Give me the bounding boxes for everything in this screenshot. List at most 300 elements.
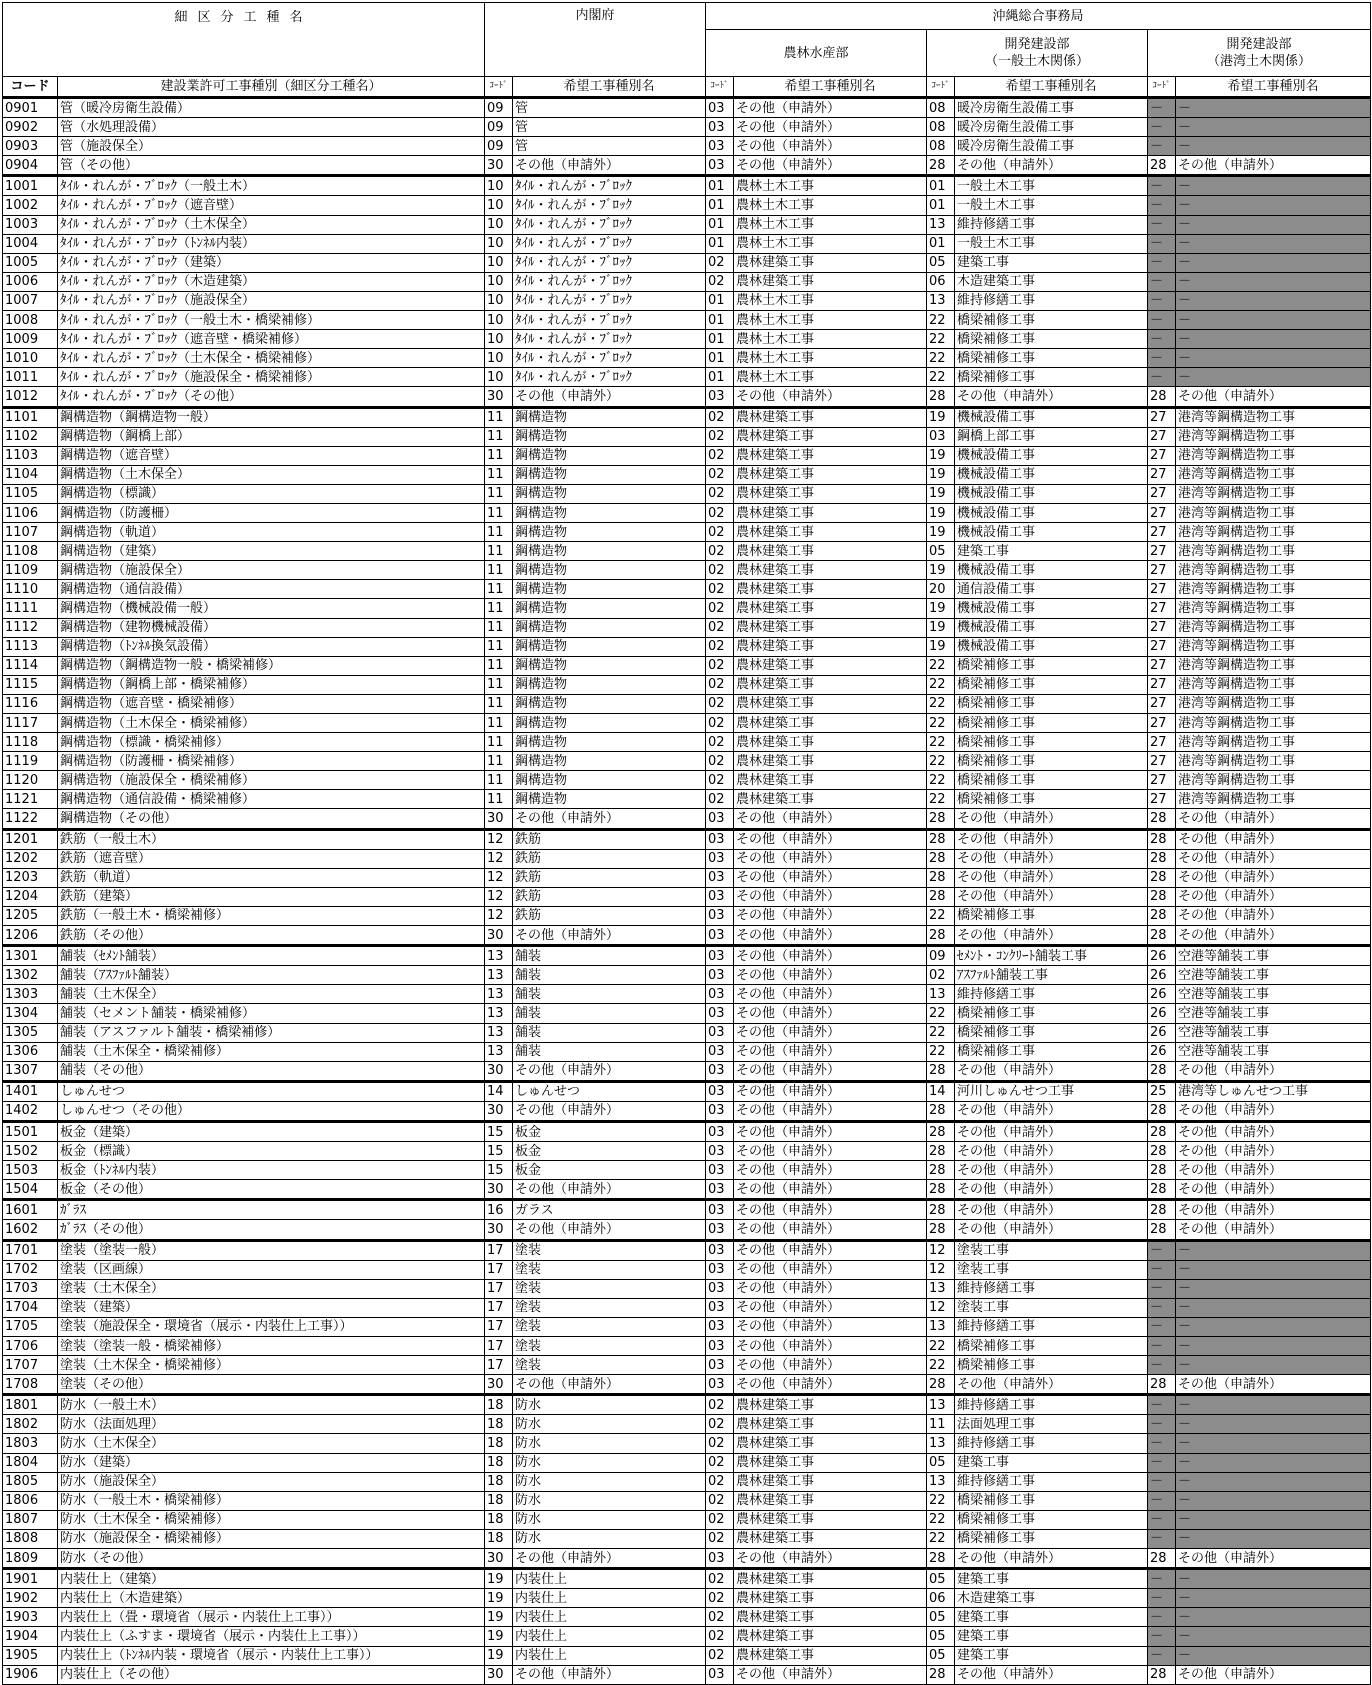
cell-cabinet-code: 13 bbox=[485, 1042, 513, 1061]
cell-general-code: 05 bbox=[927, 253, 955, 272]
cell-cabinet-desired: 鉄筋 bbox=[513, 849, 706, 868]
cell-code: 1905 bbox=[3, 1646, 58, 1665]
cell-permit-type: 鋼構造物（土木保全） bbox=[58, 465, 485, 484]
cell-cabinet-code: 11 bbox=[485, 465, 513, 484]
cell-code: 1204 bbox=[3, 887, 58, 906]
cell-code: 1906 bbox=[3, 1665, 58, 1684]
cell-permit-type: 鋼構造物（通信設備） bbox=[58, 580, 485, 599]
table-row bbox=[3, 1161, 1371, 1180]
cell-agri-code: 02 bbox=[706, 599, 734, 618]
cell-code: 1706 bbox=[3, 1337, 58, 1356]
cell-agri-code: 01 bbox=[706, 311, 734, 330]
table-row bbox=[3, 407, 1371, 427]
cell-port-desired: その他（申請外） bbox=[1176, 926, 1371, 946]
cell-cabinet-desired: ﾀｲﾙ・れんが・ﾌﾞﾛｯｸ bbox=[513, 253, 706, 272]
cell-port-code: 28 bbox=[1148, 1665, 1176, 1684]
cell-agri-code: 02 bbox=[706, 446, 734, 465]
cell-permit-type: 塗装（土木保全・橋梁補修） bbox=[58, 1356, 485, 1375]
cell-cabinet-desired: ﾀｲﾙ・れんが・ﾌﾞﾛｯｸ bbox=[513, 196, 706, 215]
cell-general-desired: その他（申請外） bbox=[955, 1200, 1148, 1220]
cell-cabinet-desired: 鉄筋 bbox=[513, 906, 706, 925]
cell-agri-desired: 農林土木工事 bbox=[734, 215, 927, 234]
cell-port-desired: － bbox=[1176, 1356, 1371, 1375]
cell-agri-desired: その他（申請外） bbox=[734, 137, 927, 156]
cell-cabinet-desired: 鋼構造物 bbox=[513, 580, 706, 599]
cell-code: 1205 bbox=[3, 906, 58, 925]
cell-general-desired: 橋梁補修工事 bbox=[955, 1337, 1148, 1356]
cell-cabinet-code: 11 bbox=[485, 637, 513, 656]
cell-cabinet-code: 17 bbox=[485, 1279, 513, 1298]
cell-port-code: － bbox=[1148, 291, 1176, 310]
cell-port-desired: その他（申請外） bbox=[1176, 1220, 1371, 1240]
cell-agri-code: 03 bbox=[706, 1260, 734, 1279]
cell-cabinet-desired: しゅんせつ bbox=[513, 1081, 706, 1101]
cell-agri-code: 03 bbox=[706, 118, 734, 137]
cell-code: 1103 bbox=[3, 446, 58, 465]
cell-general-desired: 橋梁補修工事 bbox=[955, 656, 1148, 675]
cell-cabinet-desired: 鋼構造物 bbox=[513, 465, 706, 484]
cell-general-desired: 橋梁補修工事 bbox=[955, 1023, 1148, 1042]
cell-general-code: 09 bbox=[927, 946, 955, 966]
cell-code: 1401 bbox=[3, 1081, 58, 1101]
cell-permit-type: 塗装（土木保全） bbox=[58, 1279, 485, 1298]
cell-agri-desired: 農林建築工事 bbox=[734, 523, 927, 542]
cell-code: 1303 bbox=[3, 985, 58, 1004]
cell-port-desired: 港湾等鋼構造物工事 bbox=[1176, 484, 1371, 503]
cell-cabinet-desired: 鋼構造物 bbox=[513, 771, 706, 790]
cell-port-code: 27 bbox=[1148, 561, 1176, 580]
cell-permit-type: 防水（一般土木・橋梁補修） bbox=[58, 1491, 485, 1510]
table-row bbox=[3, 215, 1371, 234]
cell-agri-desired: 農林建築工事 bbox=[734, 656, 927, 675]
cell-agri-code: 02 bbox=[706, 1415, 734, 1434]
cell-port-code: 27 bbox=[1148, 503, 1176, 522]
cell-port-desired: 港湾等鋼構造物工事 bbox=[1176, 618, 1371, 637]
cell-cabinet-code: 10 bbox=[485, 291, 513, 310]
cell-port-code: － bbox=[1148, 1395, 1176, 1415]
cell-general-desired: 塗装工事 bbox=[955, 1240, 1148, 1260]
cell-port-code: 27 bbox=[1148, 465, 1176, 484]
cell-general-code: 22 bbox=[927, 714, 955, 733]
cell-agri-code: 03 bbox=[706, 1375, 734, 1395]
cell-port-code: 28 bbox=[1148, 868, 1176, 887]
cell-port-code: － bbox=[1148, 1589, 1176, 1608]
cell-agri-code: 02 bbox=[706, 427, 734, 446]
cell-port-desired: － bbox=[1176, 311, 1371, 330]
cell-port-desired: 港湾等鋼構造物工事 bbox=[1176, 694, 1371, 713]
cell-port-code: － bbox=[1148, 1240, 1176, 1260]
cell-cabinet-code: 30 bbox=[485, 387, 513, 407]
cell-port-desired: － bbox=[1176, 272, 1371, 291]
cell-agri-desired: 農林建築工事 bbox=[734, 771, 927, 790]
cell-cabinet-code: 17 bbox=[485, 1356, 513, 1375]
cell-port-code: － bbox=[1148, 196, 1176, 215]
cell-port-desired: － bbox=[1176, 1569, 1371, 1589]
cell-code: 1101 bbox=[3, 407, 58, 427]
table-row bbox=[3, 618, 1371, 637]
cell-port-desired: 空港等舗装工事 bbox=[1176, 1042, 1371, 1061]
table-row bbox=[3, 156, 1371, 176]
cell-general-code: 28 bbox=[927, 809, 955, 829]
cell-agri-code: 03 bbox=[706, 1180, 734, 1200]
cell-agri-desired: その他（申請外） bbox=[734, 1042, 927, 1061]
cell-permit-type: 板金（建築） bbox=[58, 1121, 485, 1141]
table-row bbox=[3, 1627, 1371, 1646]
cell-agri-desired: その他（申請外） bbox=[734, 1023, 927, 1042]
cell-agri-desired: 農林建築工事 bbox=[734, 1434, 927, 1453]
cell-code: 1801 bbox=[3, 1395, 58, 1415]
cell-port-desired: 港湾等鋼構造物工事 bbox=[1176, 523, 1371, 542]
cell-cabinet-desired: ﾀｲﾙ・れんが・ﾌﾞﾛｯｸ bbox=[513, 330, 706, 349]
cell-cabinet-desired: その他（申請外） bbox=[513, 1101, 706, 1121]
cell-general-code: 22 bbox=[927, 675, 955, 694]
cell-permit-type: ﾀｲﾙ・れんが・ﾌﾞﾛｯｸ（土木保全） bbox=[58, 215, 485, 234]
cell-agri-code: 03 bbox=[706, 1356, 734, 1375]
cell-cabinet-code: 19 bbox=[485, 1589, 513, 1608]
cell-port-code: － bbox=[1148, 1356, 1176, 1375]
cell-port-desired: － bbox=[1176, 349, 1371, 368]
cell-agri-code: 02 bbox=[706, 503, 734, 522]
cell-port-desired: － bbox=[1176, 1434, 1371, 1453]
cell-agri-code: 03 bbox=[706, 156, 734, 176]
cell-general-desired: 一般土木工事 bbox=[955, 196, 1148, 215]
cell-permit-type: 塗装（塗装一般） bbox=[58, 1240, 485, 1260]
cell-code: 1804 bbox=[3, 1453, 58, 1472]
cell-agri-code: 03 bbox=[706, 137, 734, 156]
cell-agri-desired: その他（申請外） bbox=[734, 1161, 927, 1180]
cell-general-desired: 橋梁補修工事 bbox=[955, 330, 1148, 349]
cell-agri-code: 02 bbox=[706, 656, 734, 675]
cell-agri-desired: 農林建築工事 bbox=[734, 1569, 927, 1589]
table-row bbox=[3, 1569, 1371, 1589]
table-row bbox=[3, 234, 1371, 253]
cell-cabinet-desired: 防水 bbox=[513, 1529, 706, 1548]
cell-port-code: 28 bbox=[1148, 387, 1176, 407]
cell-permit-type: ﾀｲﾙ・れんが・ﾌﾞﾛｯｸ（建築） bbox=[58, 253, 485, 272]
cell-general-code: 28 bbox=[927, 387, 955, 407]
table-row bbox=[3, 849, 1371, 868]
cell-general-code: 12 bbox=[927, 1260, 955, 1279]
cell-general-code: 22 bbox=[927, 1510, 955, 1529]
cell-cabinet-desired: 塗装 bbox=[513, 1298, 706, 1317]
cell-port-desired: その他（申請外） bbox=[1176, 1101, 1371, 1121]
cell-code: 1117 bbox=[3, 714, 58, 733]
table-row bbox=[3, 311, 1371, 330]
cell-cabinet-desired: 鋼構造物 bbox=[513, 656, 706, 675]
cell-cabinet-desired: 内装仕上 bbox=[513, 1589, 706, 1608]
cell-general-desired: 橋梁補修工事 bbox=[955, 1491, 1148, 1510]
cell-agri-desired: 農林建築工事 bbox=[734, 1415, 927, 1434]
cell-port-desired: － bbox=[1176, 196, 1371, 215]
cell-port-code: 26 bbox=[1148, 1023, 1176, 1042]
cell-port-code: 27 bbox=[1148, 446, 1176, 465]
table-row bbox=[3, 1023, 1371, 1042]
cell-port-desired: その他（申請外） bbox=[1176, 1665, 1371, 1684]
cell-general-code: 28 bbox=[927, 1665, 955, 1684]
cell-port-desired: － bbox=[1176, 137, 1371, 156]
cell-permit-type: 鋼構造物（鋼橋上部・橋梁補修） bbox=[58, 675, 485, 694]
cell-port-code: 28 bbox=[1148, 829, 1176, 849]
cell-port-desired: － bbox=[1176, 253, 1371, 272]
table-row bbox=[3, 137, 1371, 156]
col-header-general-code: ｺｰﾄﾞ bbox=[927, 77, 955, 98]
cell-agri-code: 02 bbox=[706, 542, 734, 561]
cell-port-desired: － bbox=[1176, 98, 1371, 118]
cell-general-desired: 建築工事 bbox=[955, 1608, 1148, 1627]
cell-general-code: 05 bbox=[927, 1453, 955, 1472]
cell-port-desired: その他（申請外） bbox=[1176, 1549, 1371, 1569]
cell-cabinet-code: 10 bbox=[485, 196, 513, 215]
cell-permit-type: 鋼構造物（軌道） bbox=[58, 523, 485, 542]
table-row bbox=[3, 523, 1371, 542]
cell-cabinet-code: 11 bbox=[485, 752, 513, 771]
cell-general-code: 06 bbox=[927, 272, 955, 291]
cell-cabinet-desired: 鋼構造物 bbox=[513, 752, 706, 771]
cell-cabinet-code: 10 bbox=[485, 253, 513, 272]
table-row bbox=[3, 771, 1371, 790]
cell-agri-desired: その他（申請外） bbox=[734, 1101, 927, 1121]
cell-agri-desired: その他（申請外） bbox=[734, 1121, 927, 1141]
cell-cabinet-code: 19 bbox=[485, 1627, 513, 1646]
cell-general-desired: その他（申請外） bbox=[955, 1121, 1148, 1141]
cell-code: 1304 bbox=[3, 1004, 58, 1023]
cell-permit-type: ﾀｲﾙ・れんが・ﾌﾞﾛｯｸ（木造建築） bbox=[58, 272, 485, 291]
cell-port-desired: その他（申請外） bbox=[1176, 1061, 1371, 1081]
cell-agri-code: 02 bbox=[706, 1395, 734, 1415]
cell-code: 1008 bbox=[3, 311, 58, 330]
cell-general-desired: 一般土木工事 bbox=[955, 234, 1148, 253]
table-row bbox=[3, 637, 1371, 656]
cell-agri-code: 03 bbox=[706, 1220, 734, 1240]
cell-port-desired: － bbox=[1176, 1395, 1371, 1415]
cell-cabinet-desired: 内装仕上 bbox=[513, 1646, 706, 1665]
cell-cabinet-code: 17 bbox=[485, 1260, 513, 1279]
cell-general-code: 22 bbox=[927, 330, 955, 349]
cell-permit-type: 内装仕上（建築） bbox=[58, 1569, 485, 1589]
cell-cabinet-desired: 鋼構造物 bbox=[513, 714, 706, 733]
cell-cabinet-code: 30 bbox=[485, 1375, 513, 1395]
table-row bbox=[3, 1240, 1371, 1260]
cell-cabinet-code: 19 bbox=[485, 1569, 513, 1589]
cell-cabinet-code: 12 bbox=[485, 868, 513, 887]
cell-port-desired: 港湾等鋼構造物工事 bbox=[1176, 561, 1371, 580]
cell-port-code: － bbox=[1148, 272, 1176, 291]
cell-agri-desired: 農林建築工事 bbox=[734, 694, 927, 713]
table-row bbox=[3, 176, 1371, 196]
cell-general-code: 19 bbox=[927, 561, 955, 580]
cell-cabinet-code: 30 bbox=[485, 1180, 513, 1200]
cell-code: 1307 bbox=[3, 1061, 58, 1081]
cell-agri-desired: その他（申請外） bbox=[734, 1004, 927, 1023]
cell-port-code: － bbox=[1148, 1472, 1176, 1491]
cell-general-code: 22 bbox=[927, 733, 955, 752]
cell-permit-type: 鉄筋（遮音壁） bbox=[58, 849, 485, 868]
cell-cabinet-code: 11 bbox=[485, 599, 513, 618]
cell-agri-code: 02 bbox=[706, 714, 734, 733]
cell-general-desired: その他（申請外） bbox=[955, 1101, 1148, 1121]
cell-general-desired: 維持修繕工事 bbox=[955, 1434, 1148, 1453]
cell-permit-type: 板金（その他） bbox=[58, 1180, 485, 1200]
cell-agri-desired: 農林建築工事 bbox=[734, 446, 927, 465]
cell-permit-type: 鉄筋（一般土木・橋梁補修） bbox=[58, 906, 485, 925]
cell-cabinet-desired: 鋼構造物 bbox=[513, 694, 706, 713]
cell-cabinet-desired: その他（申請外） bbox=[513, 1220, 706, 1240]
cell-agri-desired: 農林建築工事 bbox=[734, 484, 927, 503]
cell-permit-type: 鋼構造物（建物機械設備） bbox=[58, 618, 485, 637]
cell-general-code: 13 bbox=[927, 985, 955, 1004]
cell-agri-code: 03 bbox=[706, 868, 734, 887]
cell-port-code: － bbox=[1148, 311, 1176, 330]
cell-cabinet-code: 10 bbox=[485, 272, 513, 291]
cell-permit-type: 管（施設保全） bbox=[58, 137, 485, 156]
cell-cabinet-code: 30 bbox=[485, 1061, 513, 1081]
cell-permit-type: しゅんせつ（その他） bbox=[58, 1101, 485, 1121]
cell-cabinet-desired: 舗装 bbox=[513, 985, 706, 1004]
cell-general-desired: 橋梁補修工事 bbox=[955, 1042, 1148, 1061]
cell-code: 1704 bbox=[3, 1298, 58, 1317]
cell-port-code: 28 bbox=[1148, 1180, 1176, 1200]
cell-cabinet-code: 09 bbox=[485, 137, 513, 156]
cell-agri-code: 02 bbox=[706, 1589, 734, 1608]
cell-agri-desired: その他（申請外） bbox=[734, 809, 927, 829]
cell-cabinet-code: 09 bbox=[485, 98, 513, 118]
cell-cabinet-desired: 鋼構造物 bbox=[513, 733, 706, 752]
cell-general-code: 22 bbox=[927, 1023, 955, 1042]
cell-cabinet-desired: その他（申請外） bbox=[513, 926, 706, 946]
cell-port-code: － bbox=[1148, 1434, 1176, 1453]
table-row bbox=[3, 1337, 1371, 1356]
cell-general-code: 19 bbox=[927, 484, 955, 503]
cell-port-desired: － bbox=[1176, 1415, 1371, 1434]
table-row bbox=[3, 714, 1371, 733]
cell-agri-desired: 農林建築工事 bbox=[734, 1646, 927, 1665]
table-row bbox=[3, 291, 1371, 310]
cell-agri-desired: その他（申請外） bbox=[734, 1298, 927, 1317]
cell-permit-type: 舗装（ｱｽﾌｧﾙﾄ舗装） bbox=[58, 966, 485, 985]
cell-port-code: 28 bbox=[1148, 1061, 1176, 1081]
cell-agri-desired: 農林建築工事 bbox=[734, 503, 927, 522]
cell-general-code: 22 bbox=[927, 1491, 955, 1510]
cell-cabinet-desired: 鋼構造物 bbox=[513, 618, 706, 637]
cell-agri-code: 01 bbox=[706, 215, 734, 234]
cell-cabinet-code: 30 bbox=[485, 1665, 513, 1684]
table-row bbox=[3, 561, 1371, 580]
cell-general-desired: 橋梁補修工事 bbox=[955, 771, 1148, 790]
dev-dept-port-header: 開発建設部 （港湾土木関係） bbox=[1148, 30, 1371, 77]
cell-agri-code: 03 bbox=[706, 946, 734, 966]
cell-permit-type: 内装仕上（畳・環境省（展示・内装仕上工事）） bbox=[58, 1608, 485, 1627]
cell-port-desired: － bbox=[1176, 1279, 1371, 1298]
cell-code: 1302 bbox=[3, 966, 58, 985]
cell-cabinet-desired: 防水 bbox=[513, 1472, 706, 1491]
cell-port-code: 27 bbox=[1148, 618, 1176, 637]
cell-cabinet-desired: 防水 bbox=[513, 1415, 706, 1434]
cell-permit-type: 鋼構造物（機械設備一般） bbox=[58, 599, 485, 618]
cell-general-desired: 維持修繕工事 bbox=[955, 1317, 1148, 1336]
cell-general-desired: その他（申請外） bbox=[955, 1161, 1148, 1180]
cell-agri-code: 02 bbox=[706, 694, 734, 713]
cell-agri-code: 03 bbox=[706, 98, 734, 118]
cell-general-code: 01 bbox=[927, 176, 955, 196]
cell-agri-desired: 農林建築工事 bbox=[734, 618, 927, 637]
cell-agri-desired: 農林建築工事 bbox=[734, 1529, 927, 1548]
cell-port-code: 27 bbox=[1148, 542, 1176, 561]
cell-general-desired: 通信設備工事 bbox=[955, 580, 1148, 599]
cell-cabinet-desired: 防水 bbox=[513, 1491, 706, 1510]
cell-agri-code: 02 bbox=[706, 790, 734, 809]
cell-cabinet-desired: 鋼構造物 bbox=[513, 523, 706, 542]
cell-agri-code: 02 bbox=[706, 637, 734, 656]
cell-agri-desired: 農林建築工事 bbox=[734, 1589, 927, 1608]
cell-code: 1004 bbox=[3, 234, 58, 253]
cell-port-code: 26 bbox=[1148, 946, 1176, 966]
cell-port-code: － bbox=[1148, 253, 1176, 272]
cell-port-desired: その他（申請外） bbox=[1176, 887, 1371, 906]
cell-general-code: 28 bbox=[927, 926, 955, 946]
cell-port-code: 28 bbox=[1148, 906, 1176, 925]
cell-code: 0903 bbox=[3, 137, 58, 156]
cell-agri-code: 02 bbox=[706, 1569, 734, 1589]
cell-agri-desired: 農林建築工事 bbox=[734, 542, 927, 561]
cell-port-code: 27 bbox=[1148, 656, 1176, 675]
cell-agri-code: 03 bbox=[706, 1665, 734, 1684]
cell-code: 1102 bbox=[3, 427, 58, 446]
cell-permit-type: 鋼構造物（防護柵・橋梁補修） bbox=[58, 752, 485, 771]
cell-code: 1301 bbox=[3, 946, 58, 966]
cell-code: 1402 bbox=[3, 1101, 58, 1121]
cell-agri-code: 02 bbox=[706, 675, 734, 694]
table-row bbox=[3, 1260, 1371, 1279]
cell-general-desired: 橋梁補修工事 bbox=[955, 714, 1148, 733]
cell-agri-code: 02 bbox=[706, 1510, 734, 1529]
cell-permit-type: 管（暖冷房衛生設備） bbox=[58, 98, 485, 118]
cell-general-desired: 橋梁補修工事 bbox=[955, 752, 1148, 771]
cell-general-code: 02 bbox=[927, 966, 955, 985]
cell-general-desired: 橋梁補修工事 bbox=[955, 733, 1148, 752]
cell-port-code: 28 bbox=[1148, 1220, 1176, 1240]
cell-agri-desired: 農林土木工事 bbox=[734, 311, 927, 330]
cell-agri-code: 03 bbox=[706, 829, 734, 849]
cell-agri-desired: 農林建築工事 bbox=[734, 272, 927, 291]
cell-agri-desired: 農林建築工事 bbox=[734, 599, 927, 618]
cell-general-code: 12 bbox=[927, 1298, 955, 1317]
cell-cabinet-code: 13 bbox=[485, 985, 513, 1004]
cell-agri-code: 02 bbox=[706, 407, 734, 427]
cell-port-desired: その他（申請外） bbox=[1176, 156, 1371, 176]
cell-port-desired: － bbox=[1176, 1240, 1371, 1260]
cell-agri-desired: 農林建築工事 bbox=[734, 1608, 927, 1627]
cell-cabinet-code: 11 bbox=[485, 580, 513, 599]
cell-general-desired: 橋梁補修工事 bbox=[955, 349, 1148, 368]
cell-code: 1802 bbox=[3, 1415, 58, 1434]
cell-general-code: 28 bbox=[927, 1121, 955, 1141]
cell-port-code: － bbox=[1148, 1529, 1176, 1548]
cell-cabinet-desired: 鋼構造物 bbox=[513, 446, 706, 465]
cell-port-code: － bbox=[1148, 1298, 1176, 1317]
cell-permit-type: 内装仕上（ﾄﾝﾈﾙ内装・環境省（展示・内装仕上工事）） bbox=[58, 1646, 485, 1665]
cell-general-desired: 橋梁補修工事 bbox=[955, 1356, 1148, 1375]
cell-agri-code: 03 bbox=[706, 1317, 734, 1336]
cell-agri-desired: 農林土木工事 bbox=[734, 330, 927, 349]
table-row bbox=[3, 694, 1371, 713]
cell-agri-desired: その他（申請外） bbox=[734, 98, 927, 118]
cell-general-code: 13 bbox=[927, 1472, 955, 1491]
cell-code: 1109 bbox=[3, 561, 58, 580]
cell-general-desired: 維持修繕工事 bbox=[955, 291, 1148, 310]
cell-cabinet-code: 18 bbox=[485, 1453, 513, 1472]
cell-general-desired: 維持修繕工事 bbox=[955, 1472, 1148, 1491]
cell-port-desired: その他（申請外） bbox=[1176, 1161, 1371, 1180]
